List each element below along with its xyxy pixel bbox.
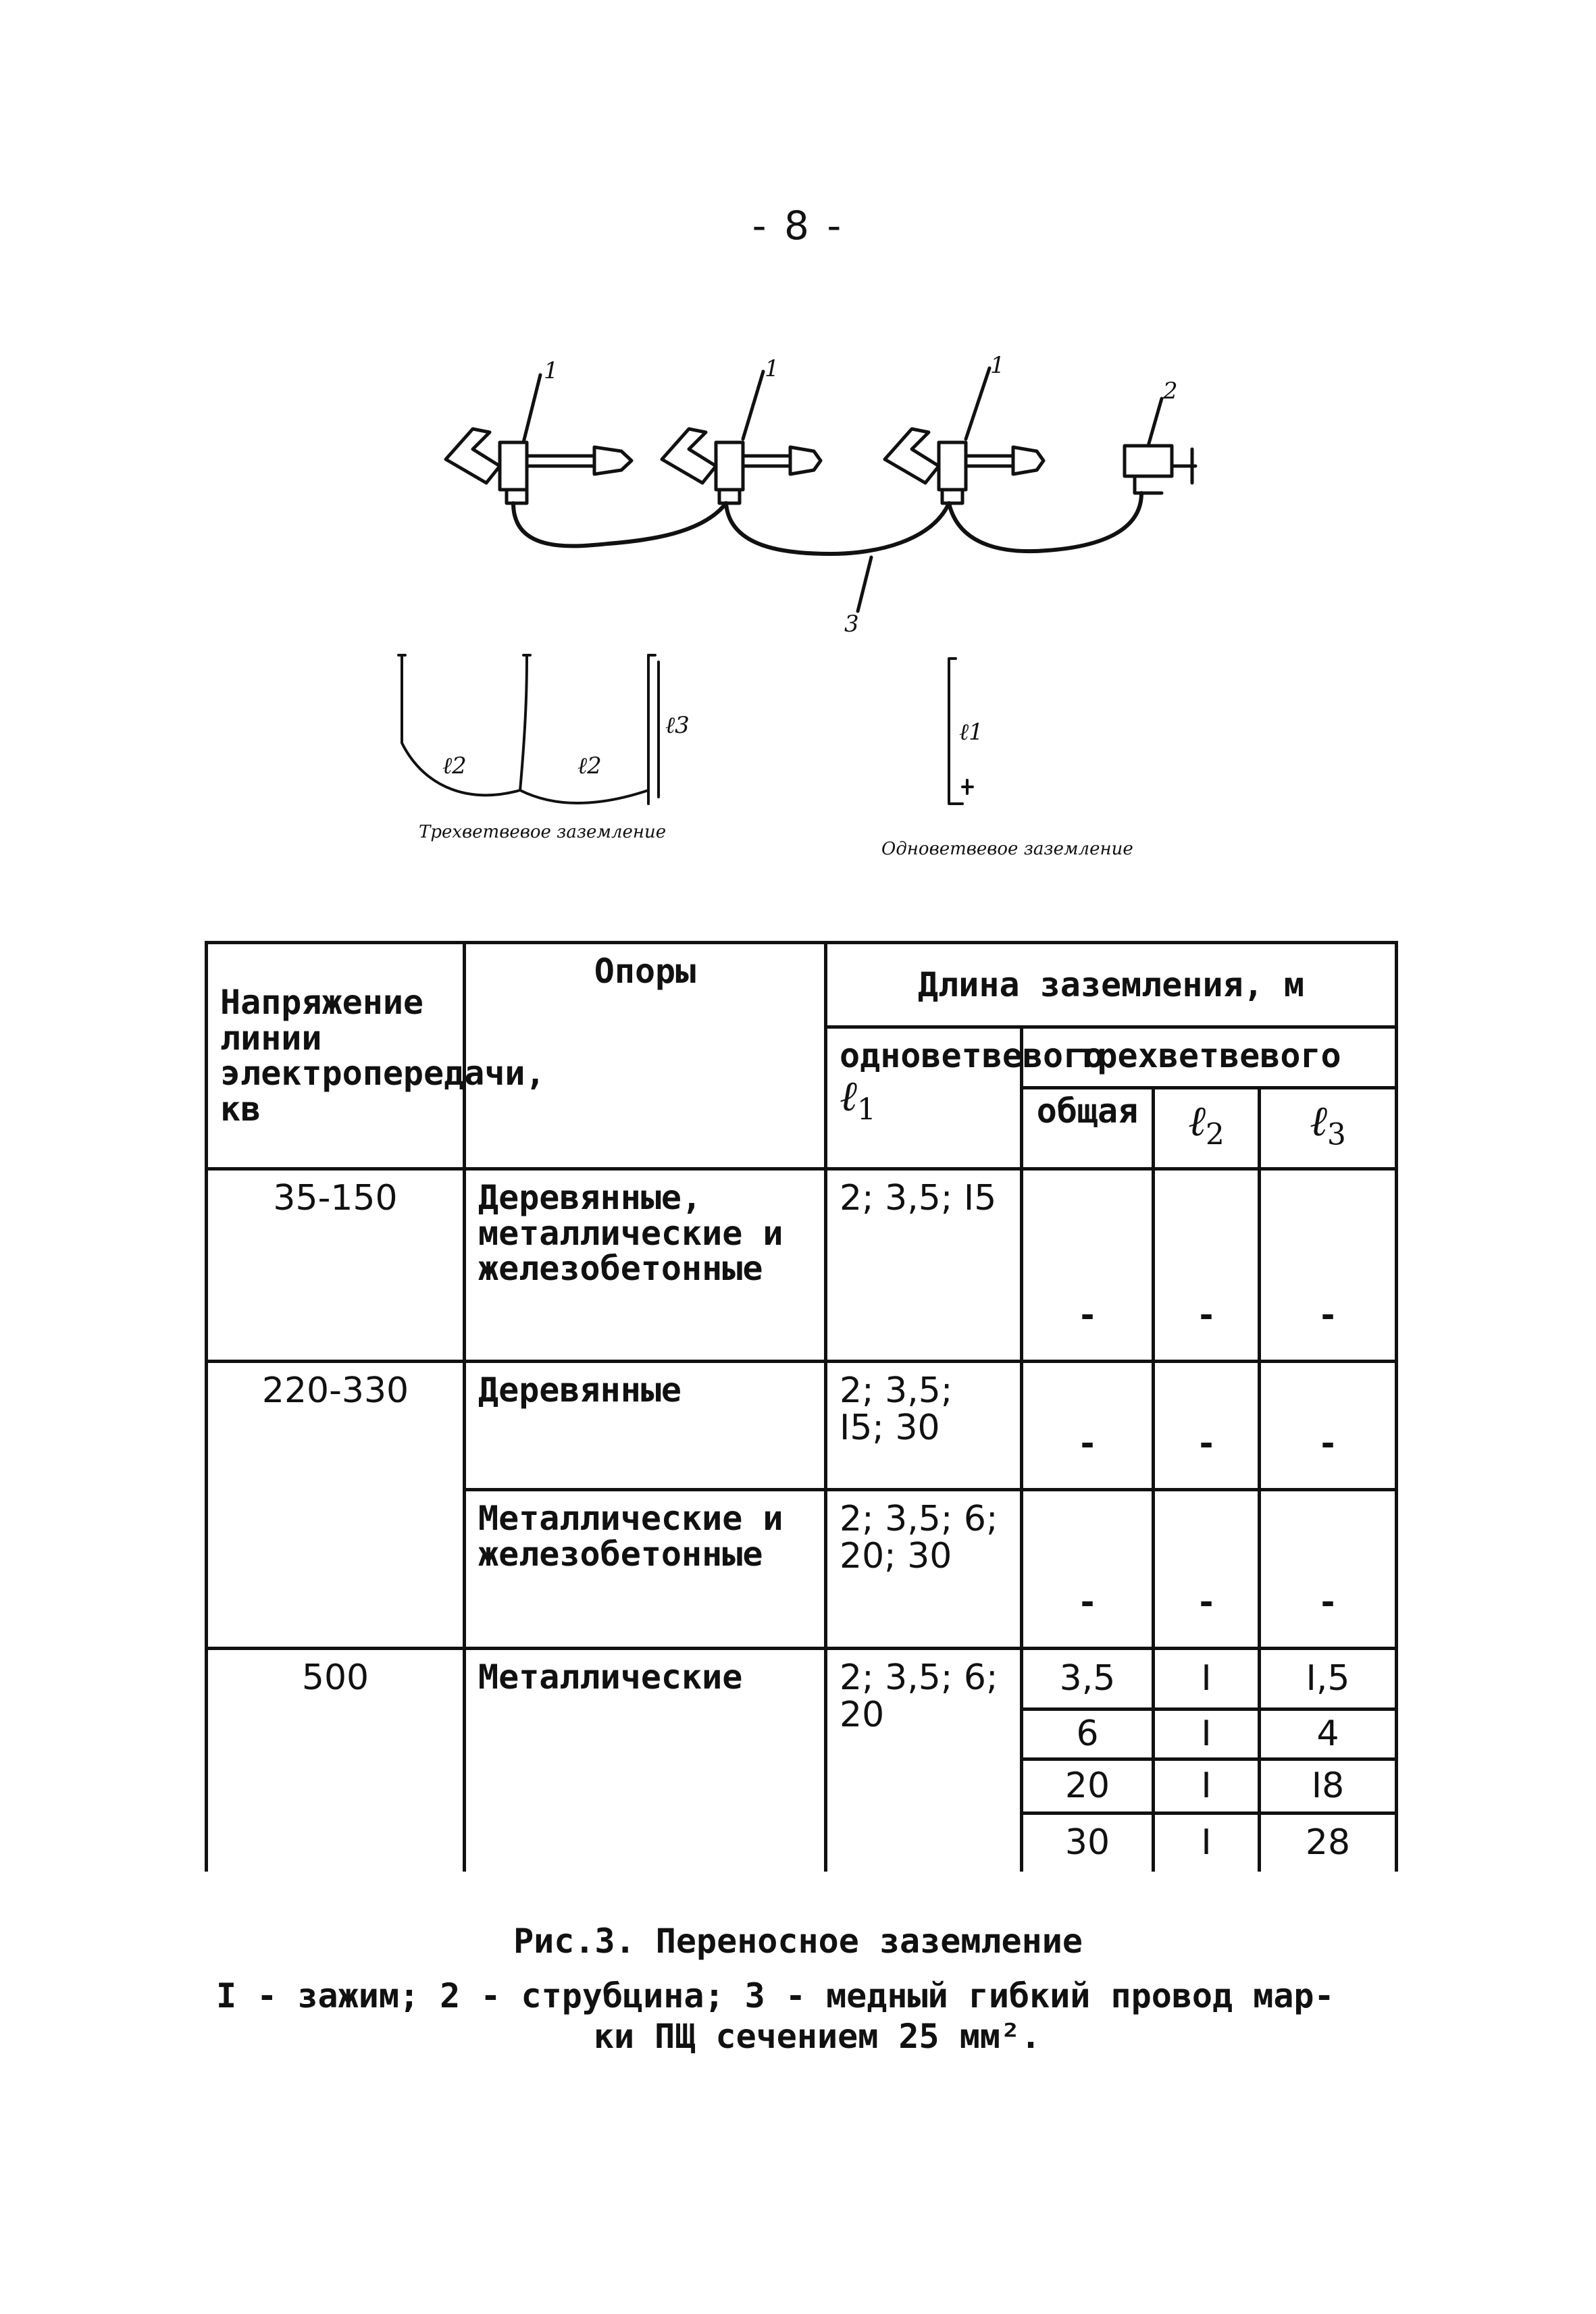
header-supports: Опоры xyxy=(465,943,826,1169)
g-clamp-drawing xyxy=(1125,446,1195,493)
part-label-1b: 1 xyxy=(765,355,779,382)
row4d-l3: 28 xyxy=(1260,1814,1397,1872)
ell-symbol-3: ℓ xyxy=(1310,1096,1327,1146)
figure-legend xyxy=(216,1976,1418,2057)
ell-symbol-1: ℓ xyxy=(840,1071,857,1121)
legend-line-2: ки ПЩ сечением 25 мм². xyxy=(593,2017,1041,2056)
header-single-text: одноветвевого xyxy=(840,1036,1104,1075)
header-voltage: Напряжение линии электропередачи, кв xyxy=(207,943,465,1169)
row4a-l3: I,5 xyxy=(1260,1649,1397,1709)
part-label-1c: 1 xyxy=(990,352,1005,379)
row1-supports: Деревянные, металлические и железобетонные xyxy=(465,1169,826,1362)
label-l2-right: ℓ2 xyxy=(577,752,602,779)
ell-sub-1: 1 xyxy=(856,1091,876,1127)
clamp-2-drawing xyxy=(662,429,821,503)
row1-single: 2; 3,5; I5 xyxy=(826,1169,1022,1362)
row1-l2: - xyxy=(1154,1169,1260,1362)
clamp-3-drawing xyxy=(885,429,1044,503)
row2-l3: - xyxy=(1260,1362,1397,1490)
ell-sub-3: 3 xyxy=(1327,1117,1346,1152)
grounding-length-table xyxy=(205,941,1398,1872)
row1-total: - xyxy=(1022,1169,1154,1362)
row3-total: - xyxy=(1022,1490,1154,1649)
row2-total: - xyxy=(1022,1362,1154,1490)
row2-supports: Деревянные xyxy=(465,1362,826,1490)
header-three: трехветвевого xyxy=(1022,1027,1397,1088)
row4-supports: Металлические xyxy=(465,1649,826,1872)
row3-single: 2; 3,5; 6; 20; 30 xyxy=(826,1490,1022,1649)
row4a-total: 3,5 xyxy=(1022,1649,1154,1709)
ell-symbol-2: ℓ xyxy=(1188,1096,1206,1146)
row4c-l2: I xyxy=(1154,1759,1260,1814)
row4b-l2: I xyxy=(1154,1709,1260,1759)
three-branch-schema-drawing xyxy=(398,655,659,804)
part-label-3: 3 xyxy=(844,611,859,638)
figure-title: Рис.3. Переносное заземление xyxy=(513,1922,1083,1961)
part-label-1a: 1 xyxy=(544,357,559,384)
row2-l2: - xyxy=(1154,1362,1260,1490)
row4-single: 2; 3,5; 6; 20 xyxy=(826,1649,1022,1872)
clamp-1-drawing xyxy=(446,429,632,503)
label-l1: ℓ1 xyxy=(959,719,983,746)
table-row xyxy=(207,1649,1397,1709)
row4d-l2: I xyxy=(1154,1814,1260,1872)
row4a-l2: I xyxy=(1154,1649,1260,1709)
row1-l3: - xyxy=(1260,1169,1397,1362)
header-l3 xyxy=(1260,1088,1397,1169)
row4c-total: 20 xyxy=(1022,1759,1154,1814)
row3-supports: Металлические и железобетонные xyxy=(465,1490,826,1649)
row2-single: 2; 3,5; I5; 30 xyxy=(826,1362,1022,1490)
table-row xyxy=(207,1362,1397,1490)
row1-voltage: 35-150 xyxy=(207,1169,465,1362)
row2-voltage: 220-330 xyxy=(207,1362,465,1649)
table-row xyxy=(207,1169,1397,1362)
header-single-symbol xyxy=(840,1071,876,1127)
row3-l2: - xyxy=(1154,1490,1260,1649)
row4b-l3: 4 xyxy=(1260,1709,1397,1759)
header-l2 xyxy=(1154,1088,1260,1169)
portable-grounding-figure xyxy=(0,0,1596,878)
row4d-total: 30 xyxy=(1022,1814,1154,1872)
part-label-2: 2 xyxy=(1163,378,1178,405)
row3-l3: - xyxy=(1260,1490,1397,1649)
row4b-total: 6 xyxy=(1022,1709,1154,1759)
row4c-l3: I8 xyxy=(1260,1759,1397,1814)
label-l3: ℓ3 xyxy=(665,712,690,739)
page-number: - 8 - xyxy=(752,203,844,249)
header-length: Длина заземления, м xyxy=(826,943,1397,1027)
three-branch-caption: Трехветвевое заземление xyxy=(419,822,667,842)
label-l2-left: ℓ2 xyxy=(442,752,467,779)
header-total: общая xyxy=(1022,1088,1154,1169)
ell-sub-2: 2 xyxy=(1205,1117,1225,1152)
row4-voltage: 500 xyxy=(207,1649,465,1872)
legend-line-1: I - зажим; 2 - струбцина; 3 - медный гибкий провод мар- xyxy=(216,1976,1335,2015)
single-branch-caption: Одноветвевое заземление xyxy=(881,839,1133,859)
